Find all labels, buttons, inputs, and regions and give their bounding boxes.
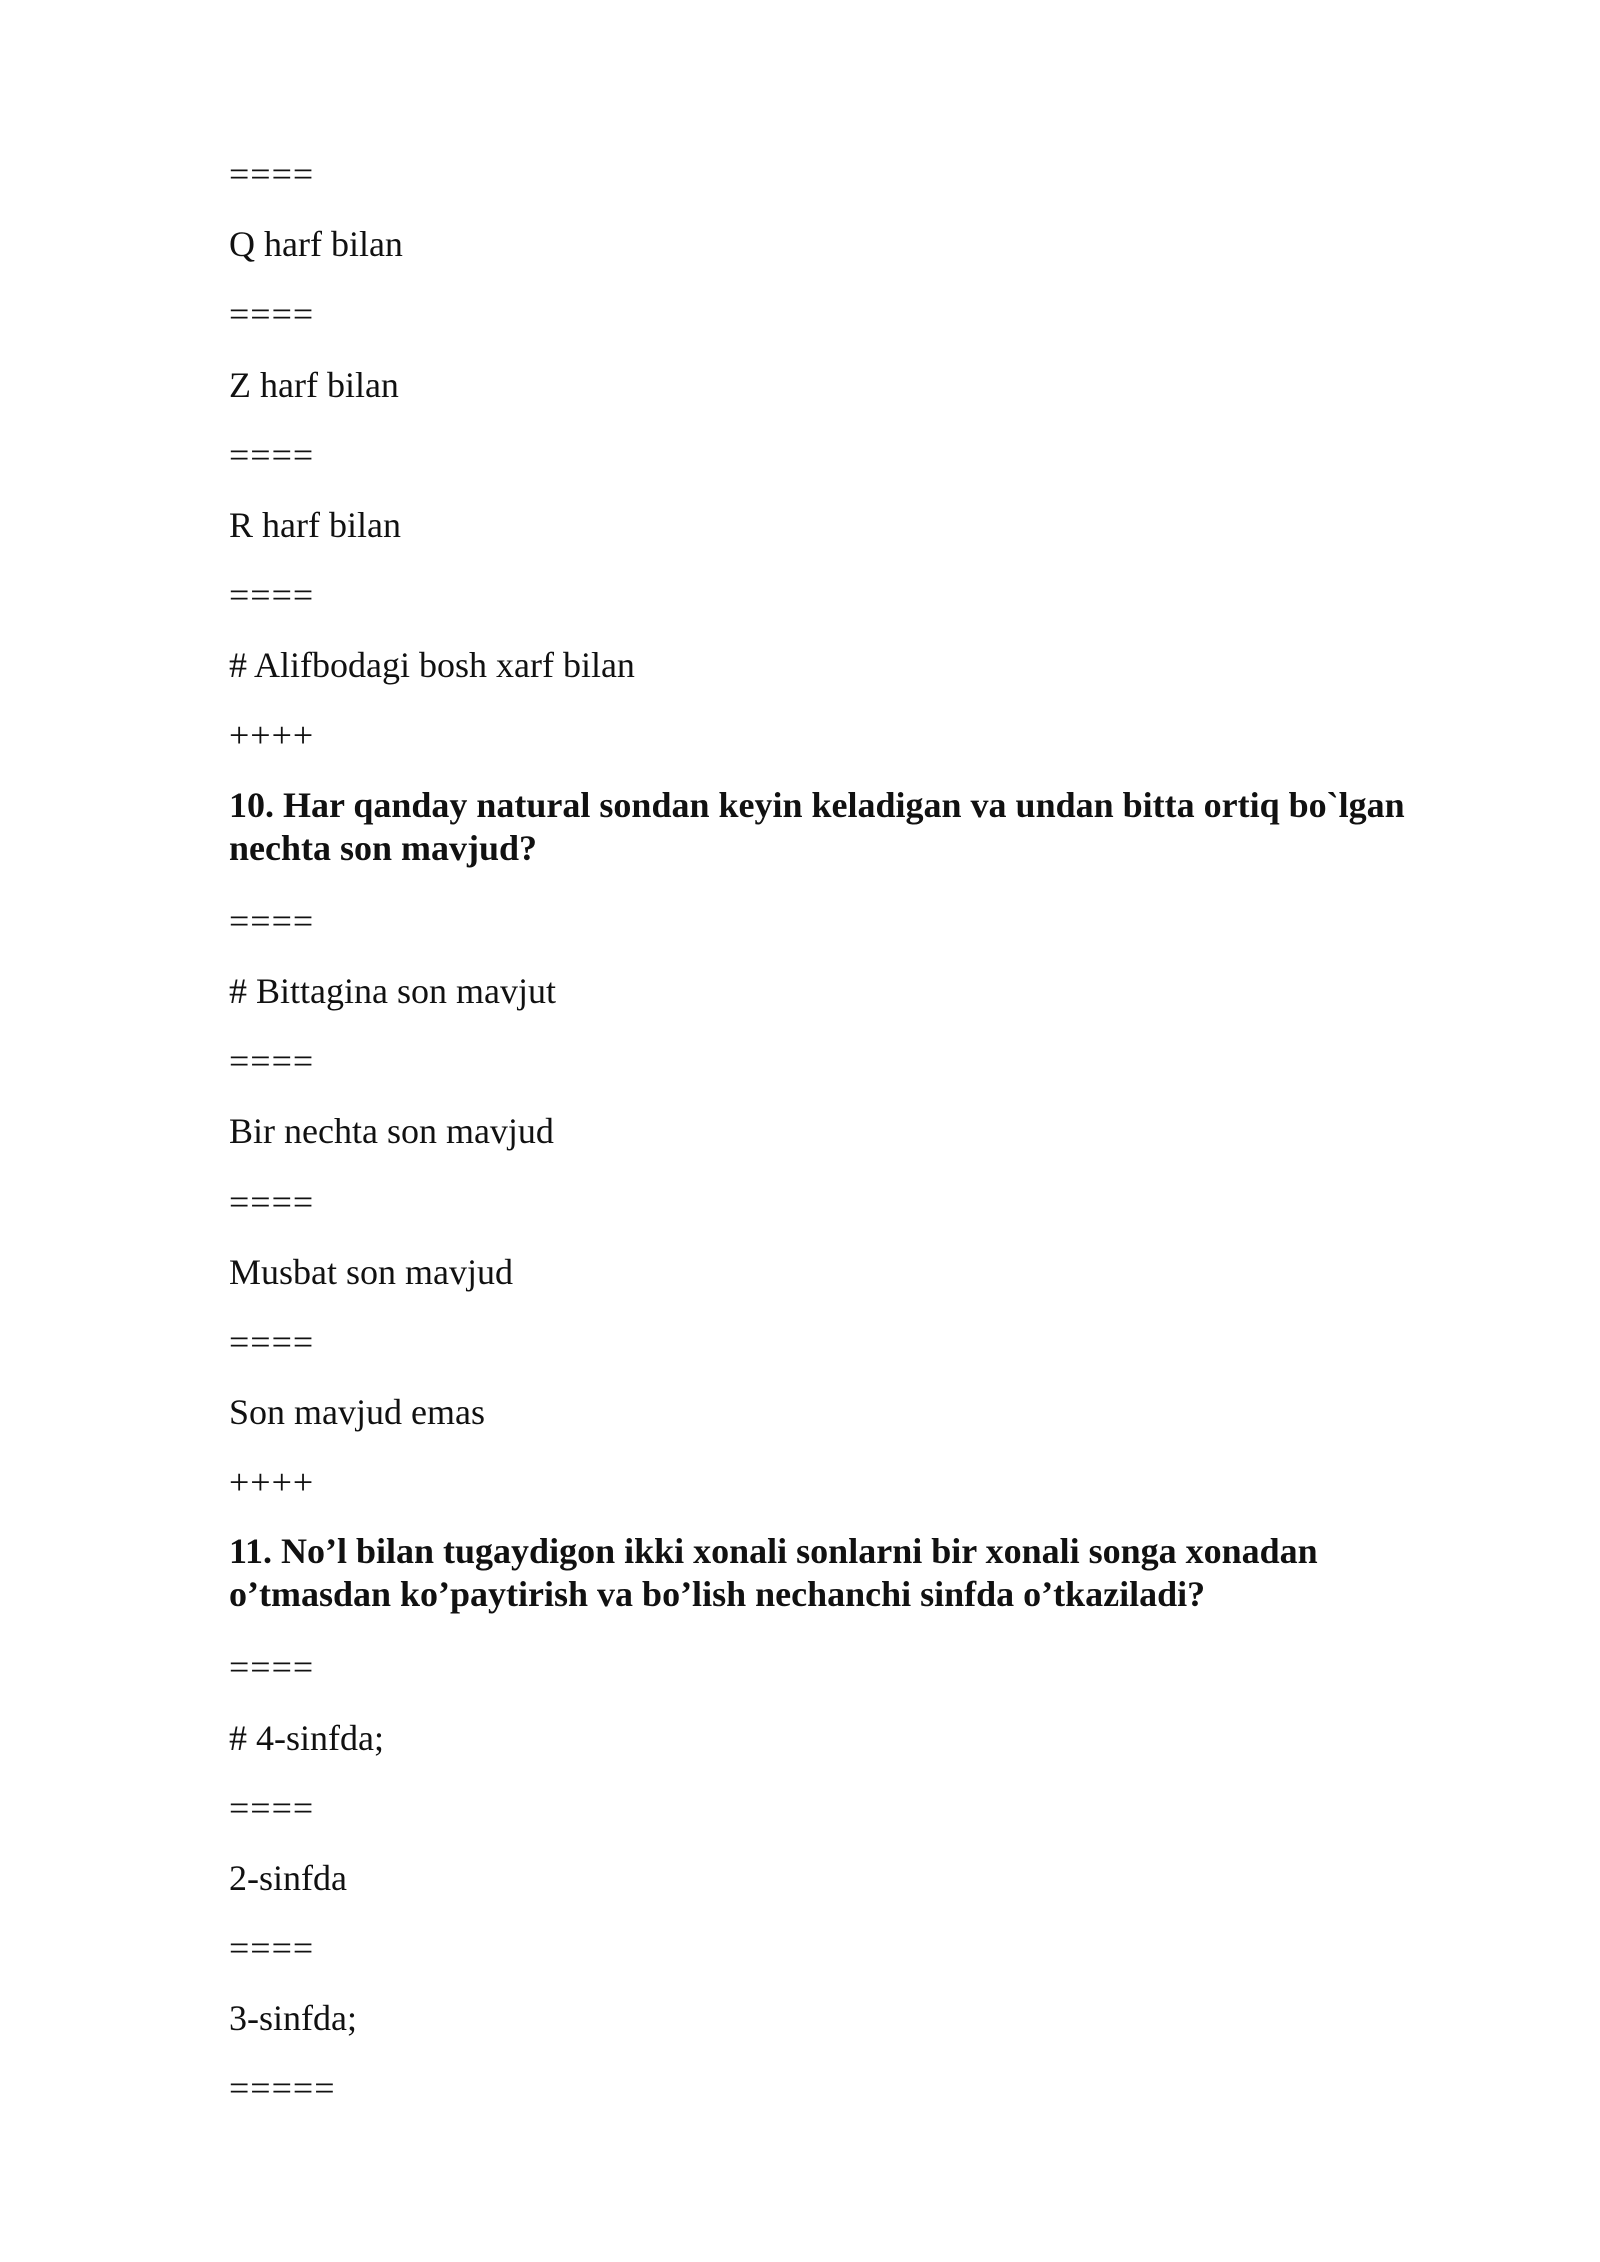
separator: ====	[229, 1928, 315, 1968]
separator: ====	[229, 1182, 315, 1222]
answer-option: Musbat son mavjud	[229, 1252, 513, 1292]
question-11: 11. No’l bilan tugaydigon ikki xonali sonlarni bir xonali songa xonadan o’tmasdan ko’paytirish va bo’lish nechanchi sinfda o’tkaziladi?	[229, 1531, 1318, 1614]
question-10: 10. Har qanday natural sondan keyin keladigan va undan bitta ortiq bo`lgan nechta son mavjud?	[229, 785, 1405, 868]
correct-answer-option: # Alifbodagi bosh xarf bilan	[229, 645, 635, 685]
separator: ====	[229, 1322, 315, 1362]
answer-option: 3-sinfda;	[229, 1998, 357, 2038]
separator: ====	[229, 901, 315, 941]
separator: ====	[229, 1647, 315, 1687]
answer-option: R harf bilan	[229, 505, 401, 545]
separator: ====	[229, 1788, 315, 1828]
answer-option: Bir nechta son mavjud	[229, 1111, 554, 1151]
answer-option: Son mavjud emas	[229, 1392, 485, 1432]
correct-answer-option: # 4-sinfda;	[229, 1718, 384, 1758]
answer-option: Q harf bilan	[229, 224, 403, 264]
separator: ====	[229, 435, 315, 475]
question-separator: ++++	[229, 1462, 315, 1502]
separator: ====	[229, 1041, 315, 1081]
correct-answer-option: # Bittagina son mavjut	[229, 971, 556, 1011]
answer-option: Z harf bilan	[229, 365, 399, 405]
question-separator: ++++	[229, 715, 315, 755]
separator: ====	[229, 154, 315, 194]
separator: =====	[229, 2068, 336, 2108]
separator: ====	[229, 294, 315, 334]
answer-option: 2-sinfda	[229, 1858, 347, 1898]
separator: ====	[229, 575, 315, 615]
